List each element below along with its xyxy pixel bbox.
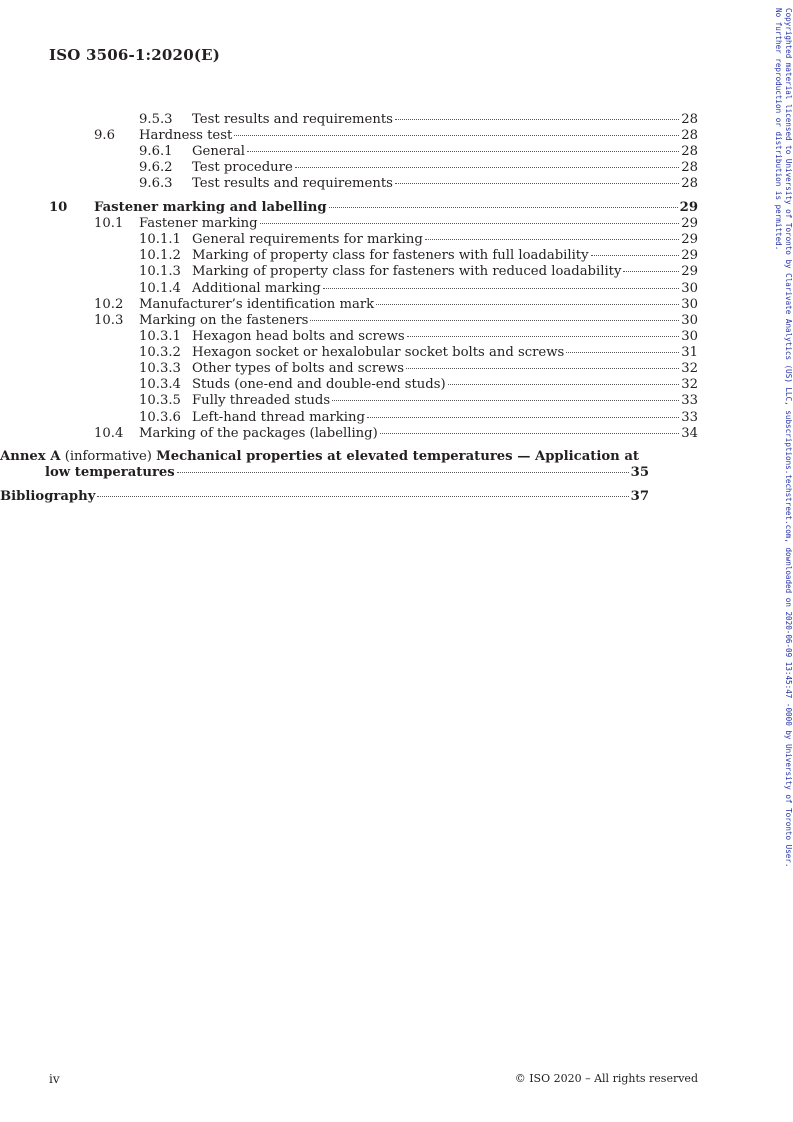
toc-entry-body — [192, 281, 698, 297]
toc-entry-title: Marking of property class for fasteners with full loadability — [192, 248, 589, 263]
toc-entry-body — [139, 297, 698, 313]
footer-page-number: iv — [49, 1072, 60, 1086]
toc-entry-title: Marking of property class for fasteners with reduced loadability — [192, 264, 622, 279]
toc-entry-page: 28 — [681, 160, 698, 175]
toc-entry-10-3[interactable] — [49, 313, 698, 329]
dot-leader — [376, 304, 679, 305]
license-notice-line2: No further reproduction or distribution is permitted. — [774, 8, 784, 251]
toc-entry-9-6-1[interactable] — [49, 144, 698, 160]
toc-entry-title: Hexagon socket or hexalobular socket bolts and screws — [192, 345, 565, 360]
toc-bibliography[interactable] — [0, 489, 649, 505]
toc-entry-title: Fastener marking and labelling — [94, 200, 327, 215]
dot-leader — [591, 255, 680, 256]
toc-entry-number: 10.1.2 — [139, 248, 181, 263]
dot-leader — [395, 183, 679, 184]
toc-entry-body — [139, 128, 698, 144]
toc-entry-body — [192, 393, 698, 409]
bibliography-title: Bibliography — [0, 489, 96, 504]
toc-entry-number: 10.3.3 — [139, 361, 181, 376]
toc-entry-body — [139, 313, 698, 329]
toc-entry-title: Marking on the fasteners — [139, 313, 309, 328]
toc-entry-number: 10.1.1 — [139, 232, 181, 247]
toc-entry-number: 10.3.1 — [139, 329, 181, 344]
toc-entry-page: 30 — [681, 281, 698, 296]
toc-entry-number: 10.3.4 — [139, 377, 181, 392]
dot-leader — [367, 417, 679, 418]
toc-entry-body — [192, 112, 698, 128]
toc-entry-number: 10 — [49, 200, 68, 215]
license-notice-line1: Copyrighted material licensed to University of Toronto by Clarivate Analytics (US) LLC, subscriptions.techstreet.com, downloaded on 2020-06-09 13:45:47 -0000 by University of Toronto User. — [784, 8, 793, 868]
toc-entry-body — [192, 160, 698, 176]
toc-entry-number: 9.5.3 — [139, 112, 173, 127]
dot-leader — [97, 496, 628, 497]
toc-entry-page: 34 — [681, 426, 698, 441]
toc-entry-body — [192, 377, 698, 393]
toc-entry-page: 28 — [681, 128, 698, 143]
toc-entry-10-1[interactable] — [49, 216, 698, 232]
dot-leader — [407, 336, 680, 337]
dot-leader — [566, 352, 679, 353]
toc-entry-body — [94, 200, 698, 216]
toc-entry-title: Additional marking — [192, 281, 321, 296]
toc-entry-number: 10.1.3 — [139, 264, 181, 279]
toc-entry-page: 30 — [681, 329, 698, 344]
annex-label: Annex A — [0, 449, 61, 464]
document-id: ISO 3506-1:2020(E) — [49, 46, 221, 64]
toc-entry-10-2[interactable] — [49, 297, 698, 313]
toc-entry-title: General requirements for marking — [192, 232, 423, 247]
toc-entry-title: Hardness test — [139, 128, 233, 143]
toc-entry-number: 9.6 — [94, 128, 115, 143]
toc-entry-body — [139, 216, 698, 232]
toc-entry-10-1-3[interactable] — [49, 264, 698, 280]
toc-entry-10-4[interactable] — [49, 426, 698, 442]
toc-entry-title: Fully threaded studs — [192, 393, 331, 408]
toc-entry-number: 10.2 — [94, 297, 124, 312]
toc-entry-title: Other types of bolts and screws — [192, 361, 405, 376]
toc-entry-number: 10.3.2 — [139, 345, 181, 360]
toc-entry-10-3-5[interactable] — [49, 393, 698, 409]
toc-entry-9-6-2[interactable] — [49, 160, 698, 176]
toc-entry-page: 29 — [681, 216, 698, 231]
annex-title-line2: low temperatures — [45, 465, 175, 480]
toc-entry-10-1-2[interactable] — [49, 248, 698, 264]
dot-leader — [448, 384, 680, 385]
toc-annex-a-continued[interactable] — [45, 465, 649, 481]
toc-entry-10-3-1[interactable] — [49, 329, 698, 345]
toc-entry-10[interactable] — [49, 200, 698, 216]
dot-leader — [380, 433, 679, 434]
dot-leader — [247, 151, 679, 152]
toc-entry-number: 9.6.1 — [139, 144, 173, 159]
dot-leader — [425, 239, 679, 240]
toc-entry-body — [139, 426, 698, 442]
toc-entry-10-3-3[interactable] — [49, 361, 698, 377]
bibliography-page: 37 — [630, 489, 649, 504]
toc-entry-body — [192, 248, 698, 264]
toc-entry-number: 10.3.5 — [139, 393, 181, 408]
toc-entry-body — [192, 329, 698, 345]
toc-entry-page: 28 — [681, 176, 698, 191]
toc-entry-9-6[interactable] — [49, 128, 698, 144]
annex-title-line1: Mechanical properties at elevated temperatures — Application at — [156, 449, 639, 464]
toc-entry-10-3-6[interactable] — [49, 410, 698, 426]
annex-page: 35 — [630, 465, 649, 480]
toc-entry-title: Studs (one-end and double-end studs) — [192, 377, 446, 392]
dot-leader — [234, 135, 679, 136]
toc-entry-page: 33 — [681, 410, 698, 425]
annex-qualifier: (informative) — [64, 449, 152, 464]
toc-entry-page: 29 — [681, 232, 698, 247]
dot-leader — [310, 320, 679, 321]
toc-entry-10-1-1[interactable] — [49, 232, 698, 248]
dot-leader — [260, 223, 680, 224]
toc-entry-body — [192, 264, 698, 280]
dot-leader — [329, 207, 678, 208]
toc-entry-title: Fastener marking — [139, 216, 258, 231]
toc-entry-10-3-4[interactable] — [49, 377, 698, 393]
toc-entry-title: General — [192, 144, 246, 159]
toc-entry-number: 10.3.6 — [139, 410, 181, 425]
toc-entry-page: 32 — [681, 377, 698, 392]
toc-entry-9-6-3[interactable] — [49, 176, 698, 192]
toc-entry-body — [192, 345, 698, 361]
toc-entry-title: Marking of the packages (labelling) — [139, 426, 378, 441]
toc-entry-body — [192, 410, 698, 426]
toc-entry-page: 30 — [681, 297, 698, 312]
toc-entry-number: 10.1 — [94, 216, 124, 231]
toc-entry-title: Hexagon head bolts and screws — [192, 329, 405, 344]
dot-leader — [623, 271, 679, 272]
toc-entry-page: 30 — [681, 313, 698, 328]
toc-entry-body — [192, 232, 698, 248]
dot-leader — [332, 400, 679, 401]
toc-entry-title: Left-hand thread marking — [192, 410, 365, 425]
dot-leader — [177, 472, 629, 473]
toc-entry-number: 10.1.4 — [139, 281, 181, 296]
toc-entry-title: Test procedure — [192, 160, 293, 175]
dot-leader — [406, 368, 679, 369]
license-notice — [771, 8, 793, 868]
toc-entry-body — [192, 176, 698, 192]
toc-entry-number: 9.6.2 — [139, 160, 173, 175]
toc-entry-page: 32 — [681, 361, 698, 376]
toc-entry-title: Test results and requirements — [192, 176, 393, 191]
dot-leader — [295, 167, 679, 168]
dot-leader — [395, 119, 679, 120]
toc-annex-a[interactable] — [0, 449, 639, 465]
toc-entry-10-1-4[interactable] — [49, 281, 698, 297]
toc-entry-page: 31 — [681, 345, 698, 360]
toc-entry-page: 28 — [681, 112, 698, 127]
toc-entry-number: 9.6.3 — [139, 176, 173, 191]
toc-entry-number: 10.4 — [94, 426, 124, 441]
toc-entry-page: 29 — [679, 200, 698, 215]
toc-entry-number: 10.3 — [94, 313, 124, 328]
toc-entry-page: 28 — [681, 144, 698, 159]
toc-entry-page: 33 — [681, 393, 698, 408]
toc-entry-body — [192, 361, 698, 377]
toc-entry-10-3-2[interactable] — [49, 345, 698, 361]
toc-entry-title: Test results and requirements — [192, 112, 393, 127]
toc-entry-page: 29 — [681, 248, 698, 263]
toc-entry-title: Manufacturer’s identification mark — [139, 297, 375, 312]
toc-entry-9-5-3[interactable] — [49, 112, 698, 128]
dot-leader — [323, 288, 680, 289]
toc-entry-page: 29 — [681, 264, 698, 279]
footer-copyright: © ISO 2020 – All rights reserved — [514, 1072, 698, 1085]
toc-entry-body — [192, 144, 698, 160]
